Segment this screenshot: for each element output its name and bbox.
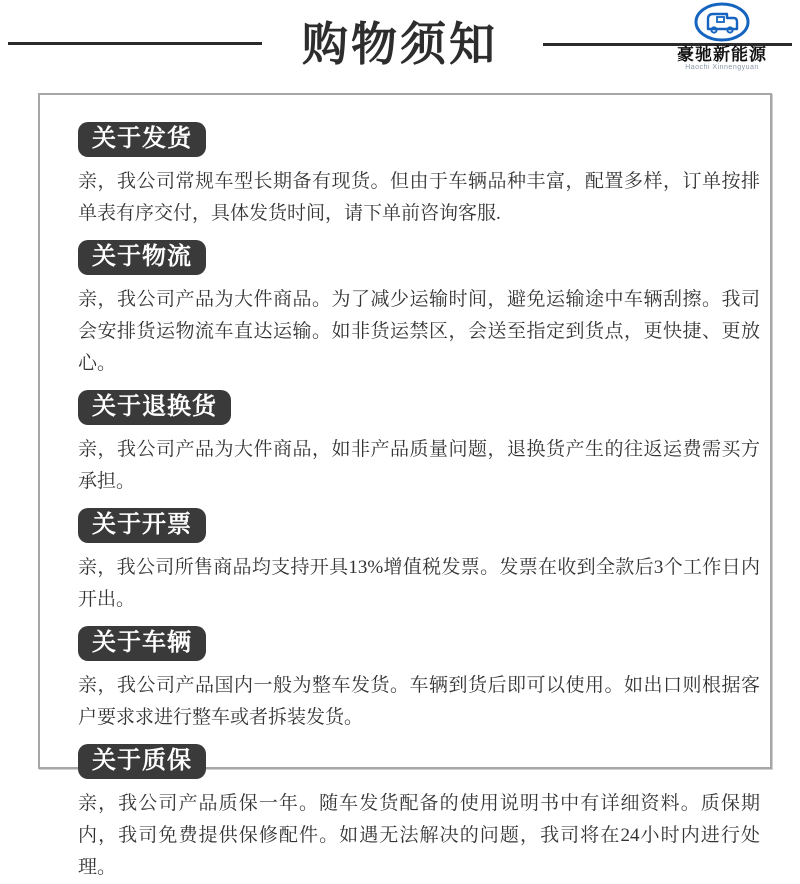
section-logistics bbox=[78, 240, 760, 380]
section-vehicle bbox=[78, 626, 760, 734]
section-logistics-text: 亲，我公司产品为大件商品。为了减少运输时间，避免运输途中车辆刮擦。我司会安排货运物流车直达运输。如非货运禁区，会送至指定到货点，更快捷、更放心。 bbox=[78, 289, 760, 374]
brand-logo bbox=[662, 2, 782, 72]
section-vehicle-text: 亲，我公司产品国内一般为整车发货。车辆到货后即可以使用。如出口则根据客户要求求进行整车或者拆装发货。 bbox=[78, 675, 760, 728]
section-warranty-text: 亲，我公司产品质保一年。随车发货配备的使用说明书中有详细资料。质保期内，我司免费提供保修配件。如遇无法解决的问题，我司将在24小时内进行处理。 bbox=[78, 793, 760, 878]
section-returns bbox=[78, 390, 760, 498]
brand-subtitle: Haochi Xinnengyuan bbox=[685, 63, 759, 71]
brand-name: 豪驰新能源 bbox=[677, 45, 767, 64]
page-title: 购物须知 bbox=[302, 18, 498, 70]
section-warranty-badge: 关于质保 bbox=[78, 744, 206, 779]
section-shipping-badge: 关于发货 bbox=[78, 122, 206, 157]
section-warranty bbox=[78, 744, 760, 884]
section-invoice bbox=[78, 508, 760, 616]
section-returns-text: 亲，我公司产品为大件商品，如非产品质量问题，退换货产生的往返运费需买方承担。 bbox=[78, 439, 760, 492]
section-vehicle-badge: 关于车辆 bbox=[78, 626, 206, 661]
section-invoice-badge: 关于开票 bbox=[78, 508, 206, 543]
section-shipping-text: 亲，我公司常规车型长期备有现货。但由于车辆品种丰富，配置多样，订单按排单表有序交付，具体发货时间，请下单前咨询客服. bbox=[78, 171, 760, 224]
section-shipping bbox=[78, 122, 760, 230]
header bbox=[0, 0, 800, 92]
section-logistics-badge: 关于物流 bbox=[78, 240, 206, 275]
truck-icon bbox=[662, 2, 782, 44]
section-returns-badge: 关于退换货 bbox=[78, 390, 231, 425]
notice-box bbox=[38, 93, 772, 878]
section-invoice-text: 亲，我公司所售商品均支持开具13%增值税发票。发票在收到全款后3个工作日内开出。 bbox=[78, 557, 760, 610]
